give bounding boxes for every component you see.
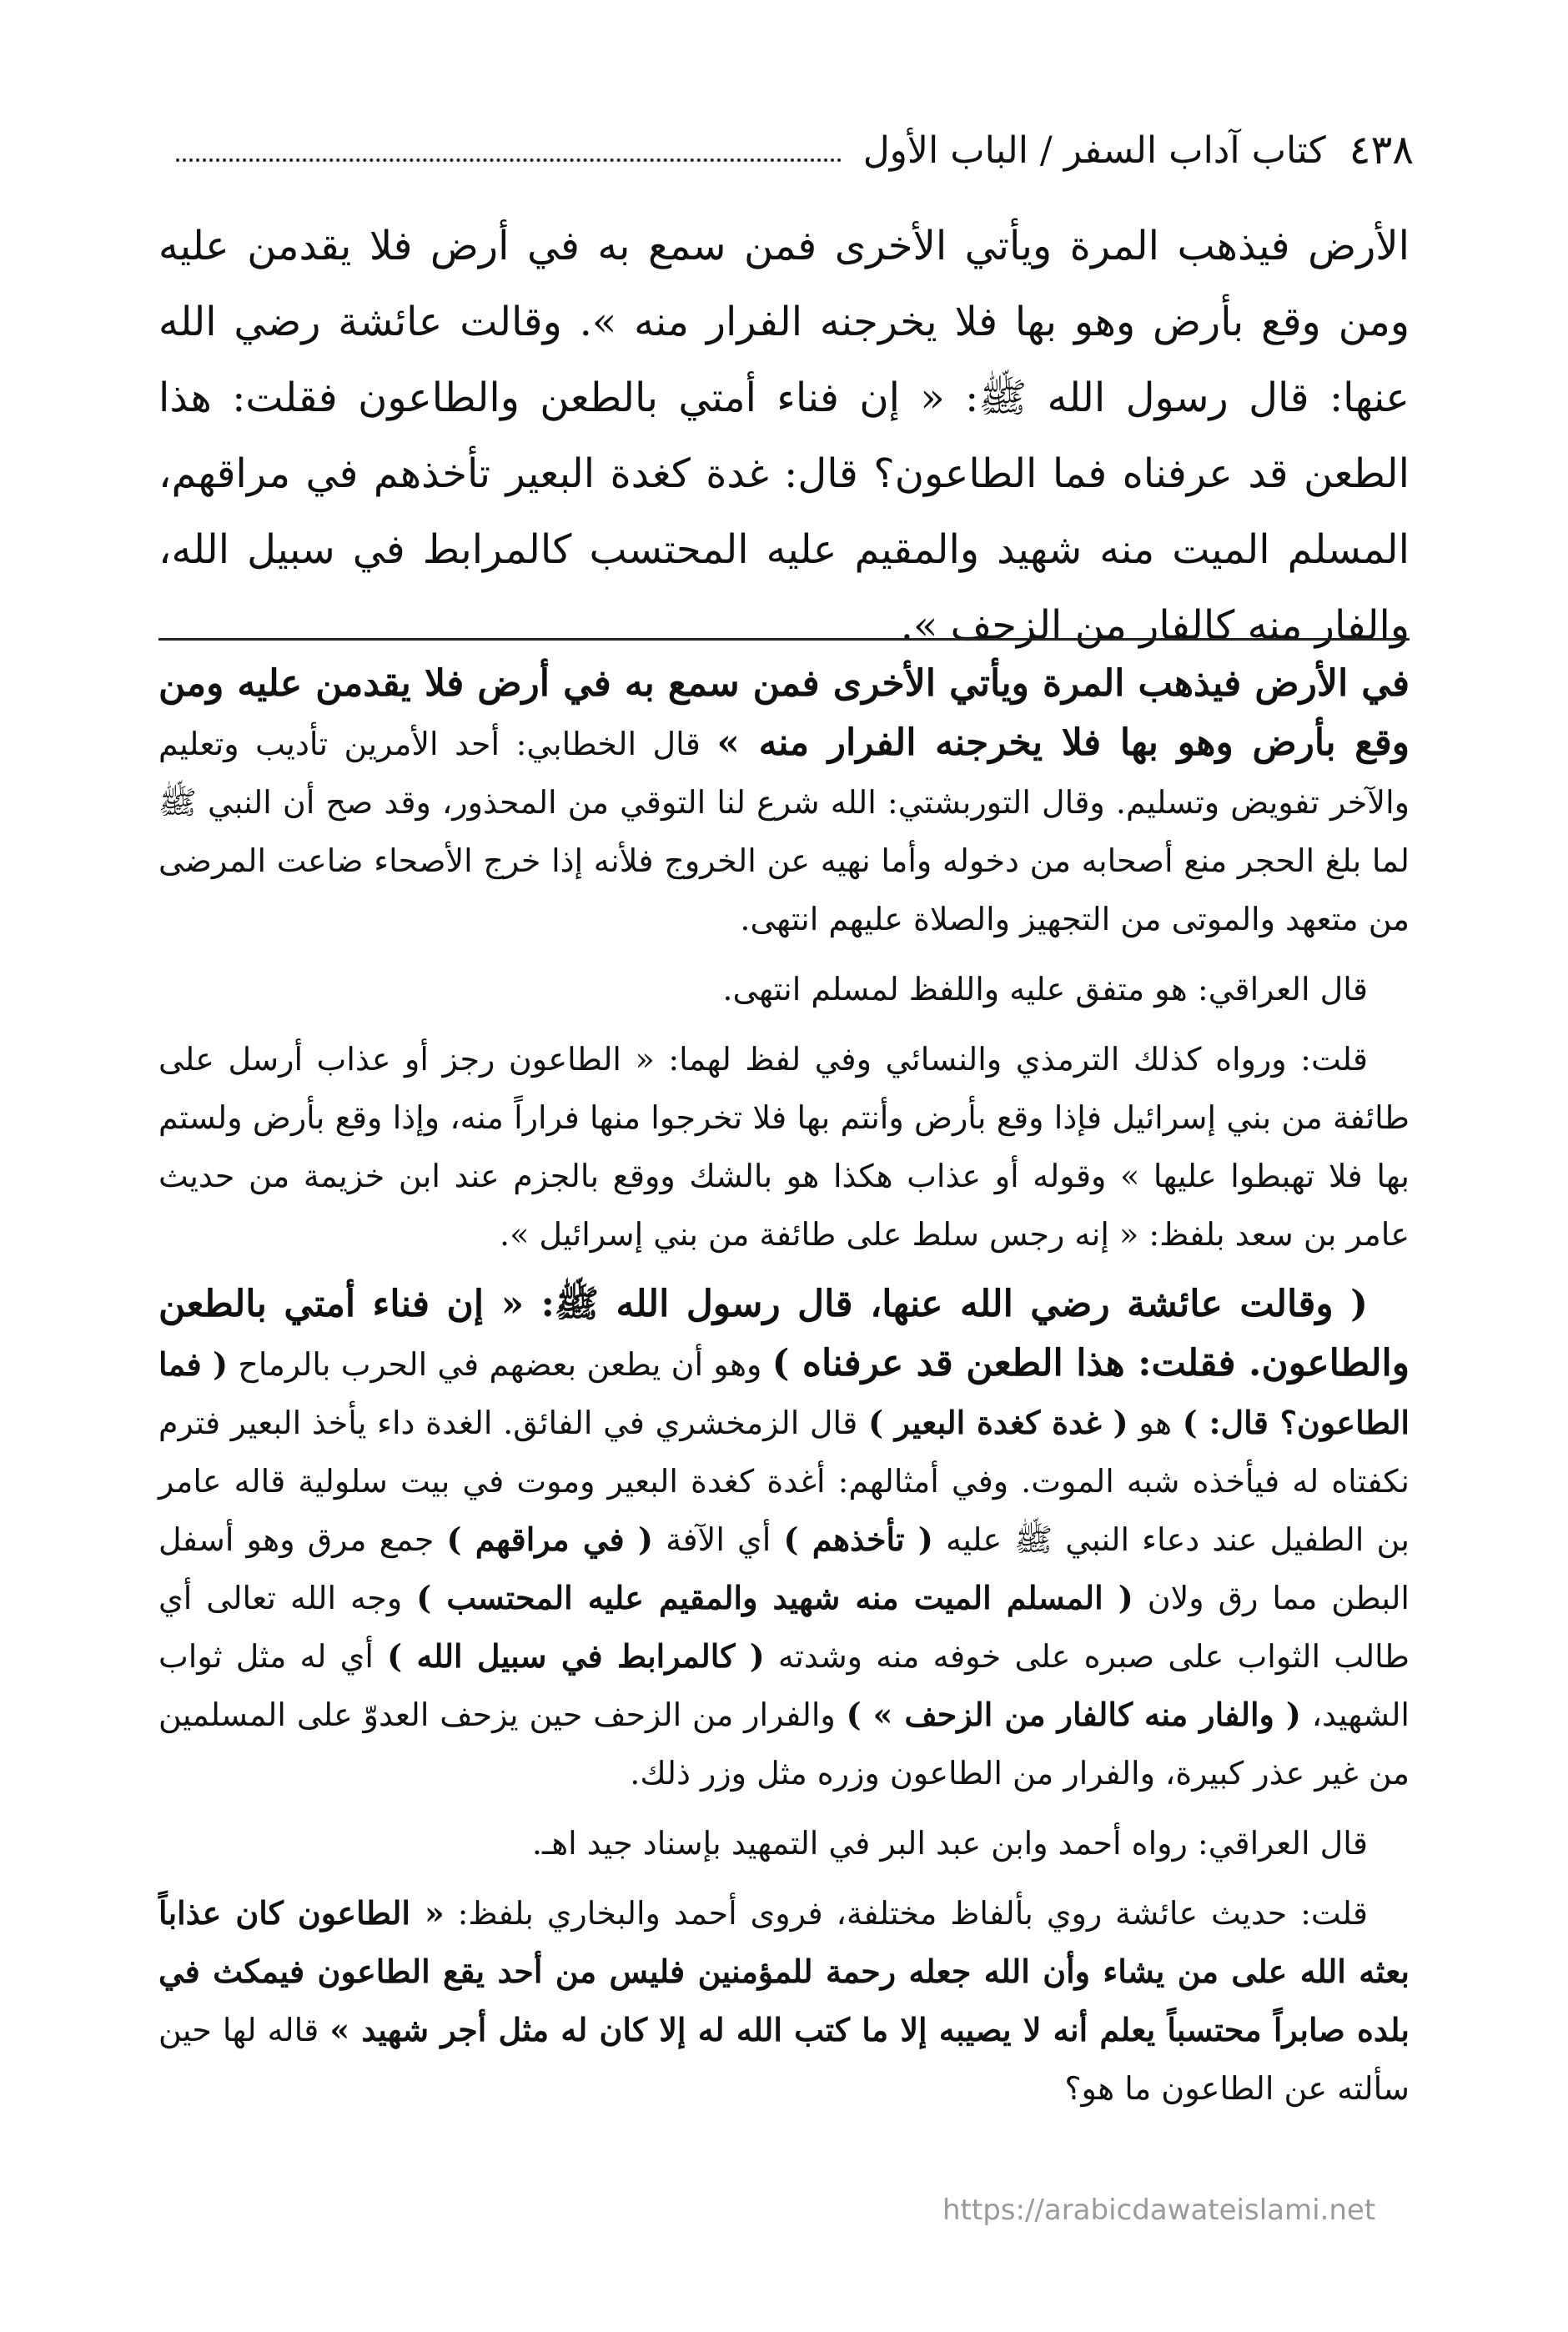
commentary-section	[158, 655, 1410, 2129]
commentary-text: أي الآفة	[652, 1521, 784, 1558]
quoted-text-bold: ( فما الطاعون؟ قال: )	[158, 1345, 1410, 1441]
commentary-paragraph-2: قال العراقي: هو متفق عليه واللفظ لمسلم انتهى.	[722, 971, 1368, 1008]
quoted-text-bold: ( غدة كغدة البعير )	[867, 1404, 1128, 1441]
commentary-text: قاله لها حين سألته عن الطاعون ما هو؟	[158, 2012, 1410, 2107]
quoted-text-bold: ( تأخذهم )	[783, 1520, 933, 1558]
commentary-text: والفرار من الزحف حين يزحف العدوّ على المسلمين من غير عذر كبيرة، والفرار من الطاعون وزره مثل وزر ذلك.	[158, 1696, 1410, 1792]
commentary-paragraph-5: قال العراقي: رواه أحمد وابن عبد البر في التمهيد بإسناد جيد اهـ.	[531, 1825, 1368, 1862]
quoted-text-bold: ( المسلم الميت منه شهيد والمقيم عليه المحتسب )	[416, 1579, 1133, 1616]
quoted-text-bold: ( في مراقهم )	[446, 1520, 653, 1558]
section-divider	[158, 638, 1410, 641]
commentary-text: أي له مثل ثواب الشهيد،	[158, 1638, 1410, 1733]
quoted-text-bold: ( وقالت عائشة رضي الله عنها، قال رسول الله ﷺ: « إن فناء أمتي بالطعن والطاعون. فقلت: هذا الطعن قد عرفناه )	[158, 1283, 1410, 1385]
watermark-url: https://arabicdawateislami.net	[942, 2194, 1376, 2227]
quoted-text-bold: ( كالمرابط في سبيل الله )	[387, 1637, 765, 1675]
page-header	[154, 117, 1414, 183]
commentary-paragraph-1	[158, 655, 1410, 948]
commentary-text: جمع مرق وهو أسفل البطن مما رق ولان	[158, 1521, 1410, 1616]
commentary-text: قلت: حديث عائشة روي بألفاظ مختلفة، فروى أحمد والبخاري بلفظ:	[444, 1895, 1368, 1932]
main-hadith-text: الأرض فيذهب المرة ويأتي الأخرى فمن سمع به في أرض فلا يقدمن عليه ومن وقع بأرض وهو بها فلا يخرجنه الفرار منه ». وقالت عائشة رضي الله عنها: قال رسول الله ﷺ: « إن فناء أمتي بالطعن والطاعون فقلت: هذا الطعن قد عرفناه فما الطاعون؟ قال: غدة كغدة البعير تأخذهم في مراقهم، المسلم الميت منه شهيد والمقيم عليه المحتسب كالمرابط في سبيل الله، والفار منه كالفار من الزحف ».	[158, 223, 1410, 649]
commentary-text: قال الزمخشري في الفائق. الغدة داء يأخذ البعير فترم نكفتاه له فيأخذه شبه الموت. وفي أمثالهم: أغدة كغدة البعير وموت في بيت سلولية قاله عامر بن الطفيل عند دعاء النبي ﷺ عليه	[158, 1405, 1410, 1558]
commentary-text: قال الخطابي: أحد الأمرين تأديب وتعليم والآخر تفويض وتسليم. وقال التوربشتي: الله شرع لنا التوقي من المحذور، وقد صح أن النبي ﷺ لما بلغ الحجر منع أصحابه من دخوله وأما نهيه عن الخروج فلأنه إذا خرج الأصحاء ضاعت المرضى من متعهد والموتى من التجهيز والصلاة عليهم انتهى.	[158, 726, 1410, 937]
commentary-text: وجه الله تعالى أي طالب الثواب على صبره على خوفه منه وشدته	[158, 1580, 1410, 1675]
quoted-text-bold: ( والفار منه كالفار من الزحف » )	[846, 1696, 1301, 1733]
commentary-paragraph-3: قلت: ورواه كذلك الترمذي والنسائي وفي لفظ لهما: « الطاعون رجز أو عذاب أرسل على طائفة من بني إسرائيل فإذا وقع بأرض وأنتم بها فلا تخرجوا منها فراراً منه، وإذا وقع بأرض ولستم بها فلا تهبطوا عليها » وقوله أو عذاب هكذا هو بالشك ووقع بالجزم عند ابن خزيمة من حديث عامر بن سعد بلفظ: « إنه رجس سلط على طائفة من بني إسرائيل ».	[158, 1041, 1410, 1253]
running-title: كتاب آداب السفر / الباب الأول	[862, 128, 1326, 172]
page-number: ٤٣٨	[1349, 127, 1414, 173]
commentary-text: وهو أن يطعن بعضهم في الحرب بالرماح	[228, 1346, 772, 1383]
commentary-text: هو	[1128, 1405, 1183, 1441]
quoted-text-bold: « الطاعون كان عذاباً بعثه الله على من يشاء وأن الله جعله رحمة للمؤمنين فليس من أحد يقع الطاعون فيمكث في بلده صابراً محتسباً يعلم أنه لا يصيبه إلا ما كتب الله له إلا كان له مثل أجر شهيد »	[158, 1894, 1410, 2048]
quoted-text-bold: في الأرض فيذهب المرة ويأتي الأخرى فمن سمع به في أرض فلا يقدمن عليه ومن وقع بأرض وهو بها فلا يخرجنه الفرار منه »	[158, 662, 1410, 764]
commentary-paragraph-6	[158, 1884, 1410, 2118]
commentary-paragraph-4	[158, 1275, 1410, 1802]
header-dotted-leader	[176, 138, 842, 162]
